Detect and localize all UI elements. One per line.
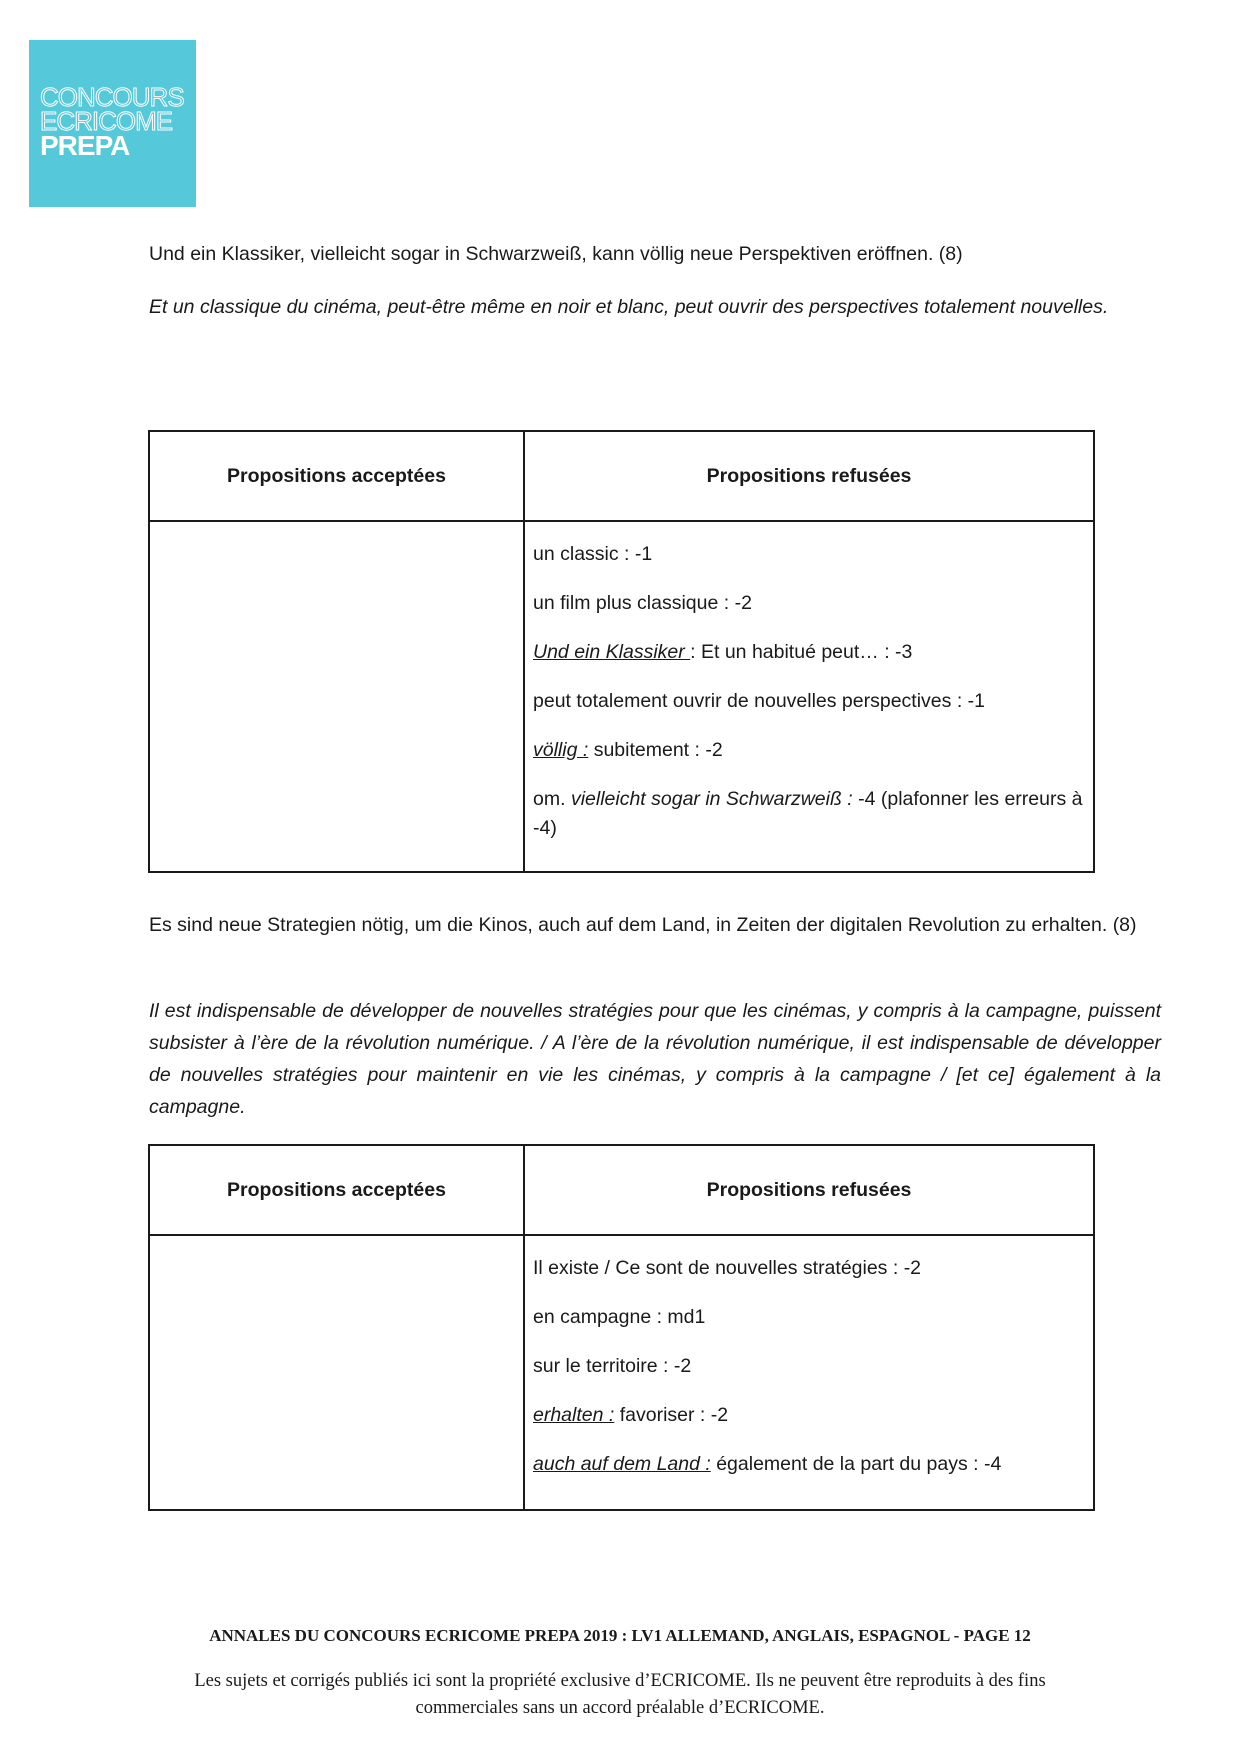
section1-translation: Et un classique du cinéma, peut-être même en noir et blanc, peut ouvrir des perspectives totalement nouvelles. [149,296,1109,318]
refused-item: peut totalement ouvrir de nouvelles perspectives : -1 [533,690,985,712]
ecricome-logo [29,40,196,207]
refused-item [533,785,1085,843]
logo-line-prepa: PREPA [40,130,130,161]
section1-correction-table [148,430,1095,873]
source-term: auch auf dem Land : [533,1453,711,1475]
section2-translation: Il est indispensable de développer de nouvelles stratégies pour que les cinémas, y compris à la campagne, puissent subsister à l’ère de la révolution numérique. / A l’ère de la révolution numérique, il est indispensable de développer de nouvelles stratégies pour maintenir en vie les cinémas, y compris à la campagne / [et ce] également à la campagne. [149,1000,1161,1118]
refused-item: un film plus classique : -2 [533,592,752,614]
refused-item [533,638,1085,667]
source-term: Und ein Klassiker [533,641,691,663]
accepted-cell [149,1235,524,1510]
refused-cell [524,1235,1094,1510]
refused-item: en campagne : md1 [533,1306,706,1328]
refused-item [533,1450,1085,1479]
accepted-cell [149,521,524,872]
refused-text: subitement : -2 [588,739,723,761]
source-term: erhalten : [533,1404,615,1426]
header-refused: Propositions refusées [524,1145,1094,1235]
refused-text: : Et un habitué peut… : -3 [690,641,913,663]
refused-item: Il existe / Ce sont de nouvelles stratégies : -2 [533,1257,922,1279]
section1-source-sentence: Und ein Klassiker, vielleicht sogar in Schwarzweiß, kann völlig neue Perspektiven eröffnen. (8) [149,243,963,265]
refused-item [533,1401,1085,1430]
header-accepted: Propositions acceptées [149,1145,524,1235]
refused-text: également de la part du pays : -4 [710,1453,1002,1475]
refused-text: -4 (plafonner les erreurs à -4) [533,788,1083,839]
omission-prefix: om. [533,788,571,810]
section2-source-sentence: Es sind neue Strategien nötig, um die Kinos, auch auf dem Land, in Zeiten der digitalen Revolution zu erhalten. (8) [149,914,1137,936]
refused-item: un classic : -1 [533,543,653,565]
header-accepted: Propositions acceptées [149,431,524,521]
refused-cell [524,521,1094,872]
refused-item [533,736,1085,765]
source-term: vielleicht sogar in Schwarzweiß : [570,788,859,810]
footer-title: ANNALES DU CONCOURS ECRICOME PREPA 2019 : LV1 ALLEMAND, ANGLAIS, ESPAGNOL - PAGE 12 [209,1626,1031,1645]
header-refused: Propositions refusées [524,431,1094,521]
logo-line-ecricome: ECRICOME [40,106,173,136]
refused-item: sur le territoire : -2 [533,1355,692,1377]
source-term: völlig : [533,739,589,761]
section2-correction-table [148,1144,1095,1511]
logo-line-concours: CONCOURS [40,82,184,112]
footer-copyright-notice: Les sujets et corrigés publiés ici sont la propriété exclusive d’ECRICOME. Ils ne peuvent être reproduits à des fins commerciales sans un accord préalable d’ECRICOME. [194,1671,1046,1718]
refused-text: favoriser : -2 [614,1404,729,1426]
